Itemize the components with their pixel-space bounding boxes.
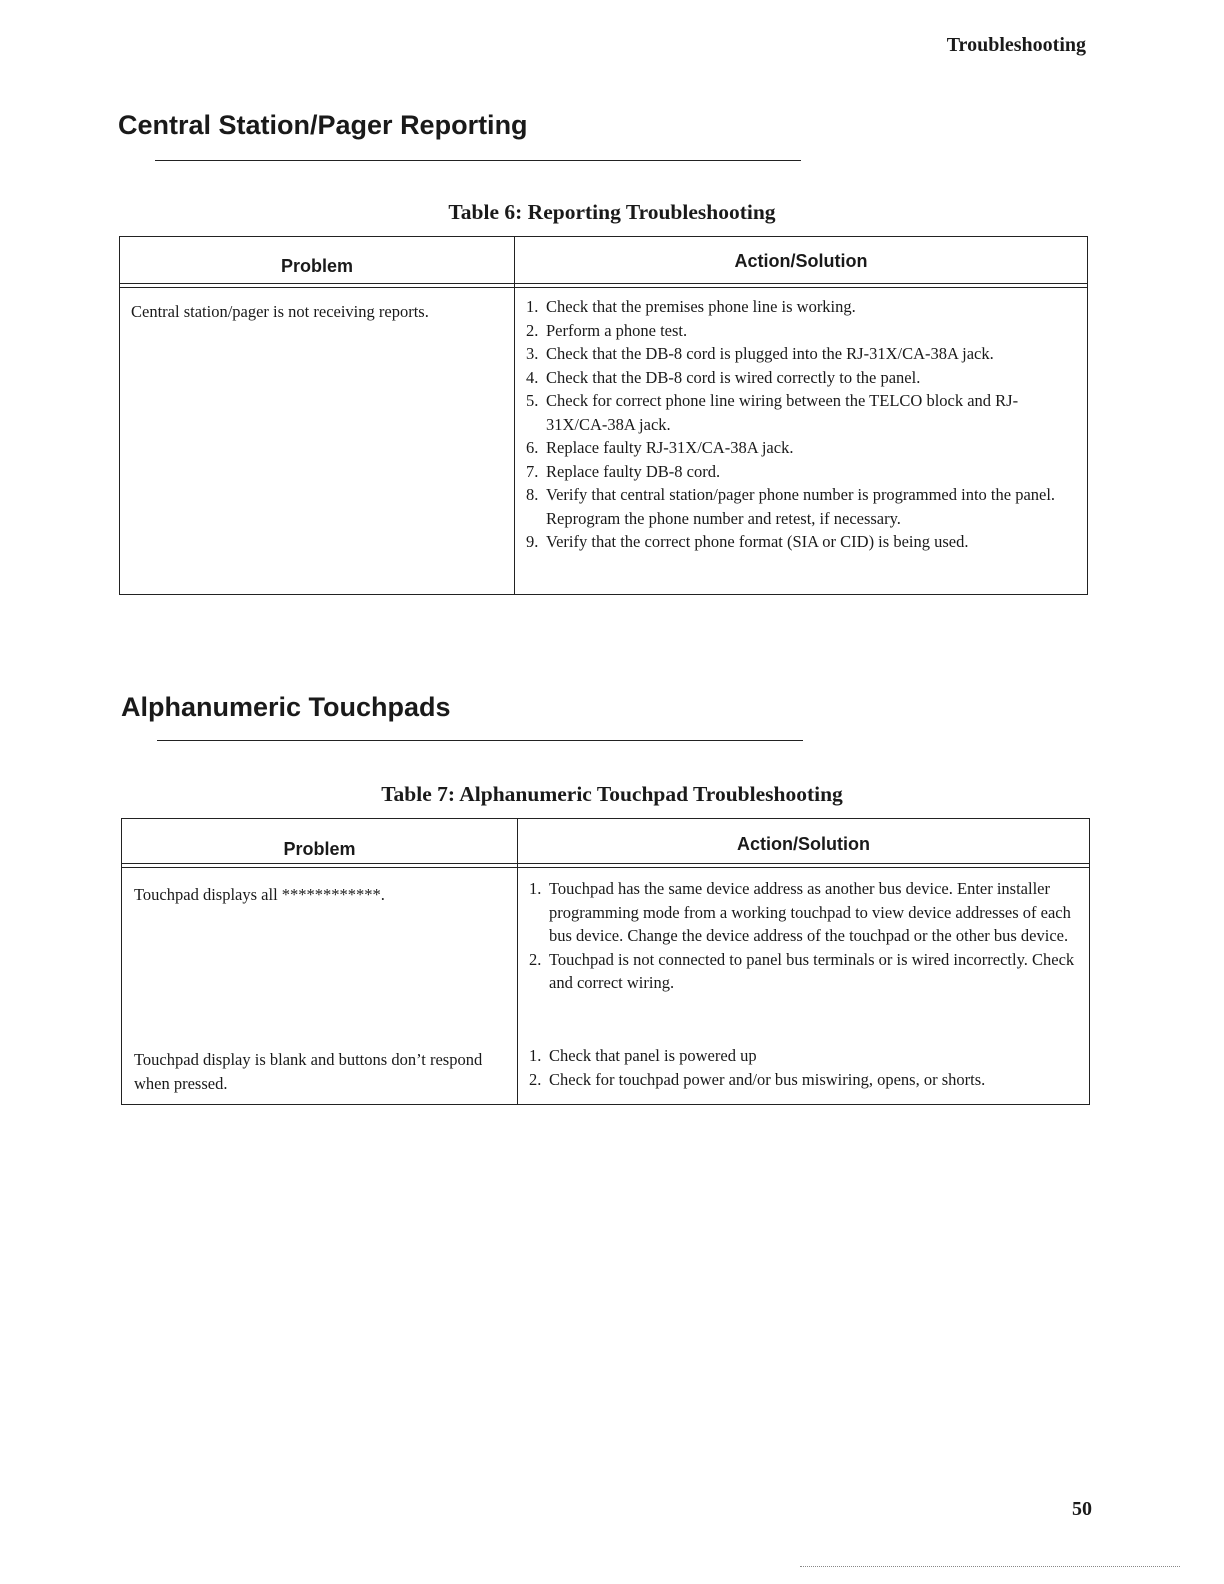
action-step: 8. Verify that central station/pager phone number is programmed into the panel. Reprogram the phone number and retest, if necessary. [526, 485, 1056, 528]
problem-cell: Touchpad display is blank and buttons don’t respond when pressed. [134, 1050, 483, 1093]
action-step: 1. Touchpad has the same device address as another bus device. Enter installer programming mode from a working touchpad to view device addresses of each bus device. Change the device address of the touchpad or the other bus device. [529, 879, 1071, 945]
column-divider [517, 819, 518, 1104]
scan-artifact [800, 1566, 1180, 1567]
action-step: 4. Check that the DB-8 cord is wired correctly to the panel. [526, 367, 921, 387]
action-step: 2. Check for touchpad power and/or bus miswiring, opens, or shorts. [529, 1069, 986, 1089]
section-title-touchpads: Alphanumeric Touchpads [121, 692, 451, 722]
action-steps-list [526, 295, 1072, 554]
reporting-troubleshooting-table [119, 236, 1088, 595]
action-step: 3. Check that the DB-8 cord is plugged into the RJ-31X/CA-38A jack. [526, 344, 994, 363]
problem-column-header: Problem [283, 839, 356, 859]
table-6-caption: Table 6: Reporting Troubleshooting [448, 200, 776, 224]
section-rule [155, 160, 801, 161]
problem-cell: Central station/pager is not receiving reports. [131, 302, 429, 321]
action-step: 7. Replace faulty DB-8 cord. [526, 461, 721, 481]
action-column-header: Action/Solution [737, 834, 870, 854]
action-step: 9. Verify that the correct phone format (SIA or CID) is being used. [526, 532, 969, 551]
section-title-reporting: Central Station/Pager Reporting [118, 110, 528, 140]
action-step: 1. Check that the premises phone line is working. [526, 297, 856, 316]
action-step: 2. Touchpad is not connected to panel bus terminals or is wired incorrectly. Check and correct wiring. [529, 949, 1075, 992]
problem-column-header: Problem [280, 256, 354, 276]
action-column-header: Action/Solution [734, 251, 868, 271]
action-steps-list [529, 877, 1077, 995]
section-rule [157, 740, 803, 741]
header-rule [120, 283, 1087, 288]
page-number: 50 [1072, 1498, 1092, 1520]
column-divider [514, 237, 515, 594]
running-header: Troubleshooting [946, 34, 1086, 56]
touchpad-troubleshooting-table [121, 818, 1090, 1105]
header-rule [122, 863, 1089, 868]
action-step: 1. Check that panel is powered up [529, 1046, 757, 1065]
action-step: 6. Replace faulty RJ-31X/CA-38A jack. [526, 438, 794, 457]
action-step: 5. Check for correct phone line wiring between the TELCO block and RJ-31X/CA-38A jack. [526, 391, 1019, 434]
problem-cell: Touchpad displays all ************. [134, 885, 385, 904]
action-step: 2. Perform a phone test. [526, 320, 688, 340]
table-7-caption: Table 7: Alphanumeric Touchpad Troubleshooting [381, 782, 843, 806]
action-steps-list [529, 1044, 1084, 1091]
